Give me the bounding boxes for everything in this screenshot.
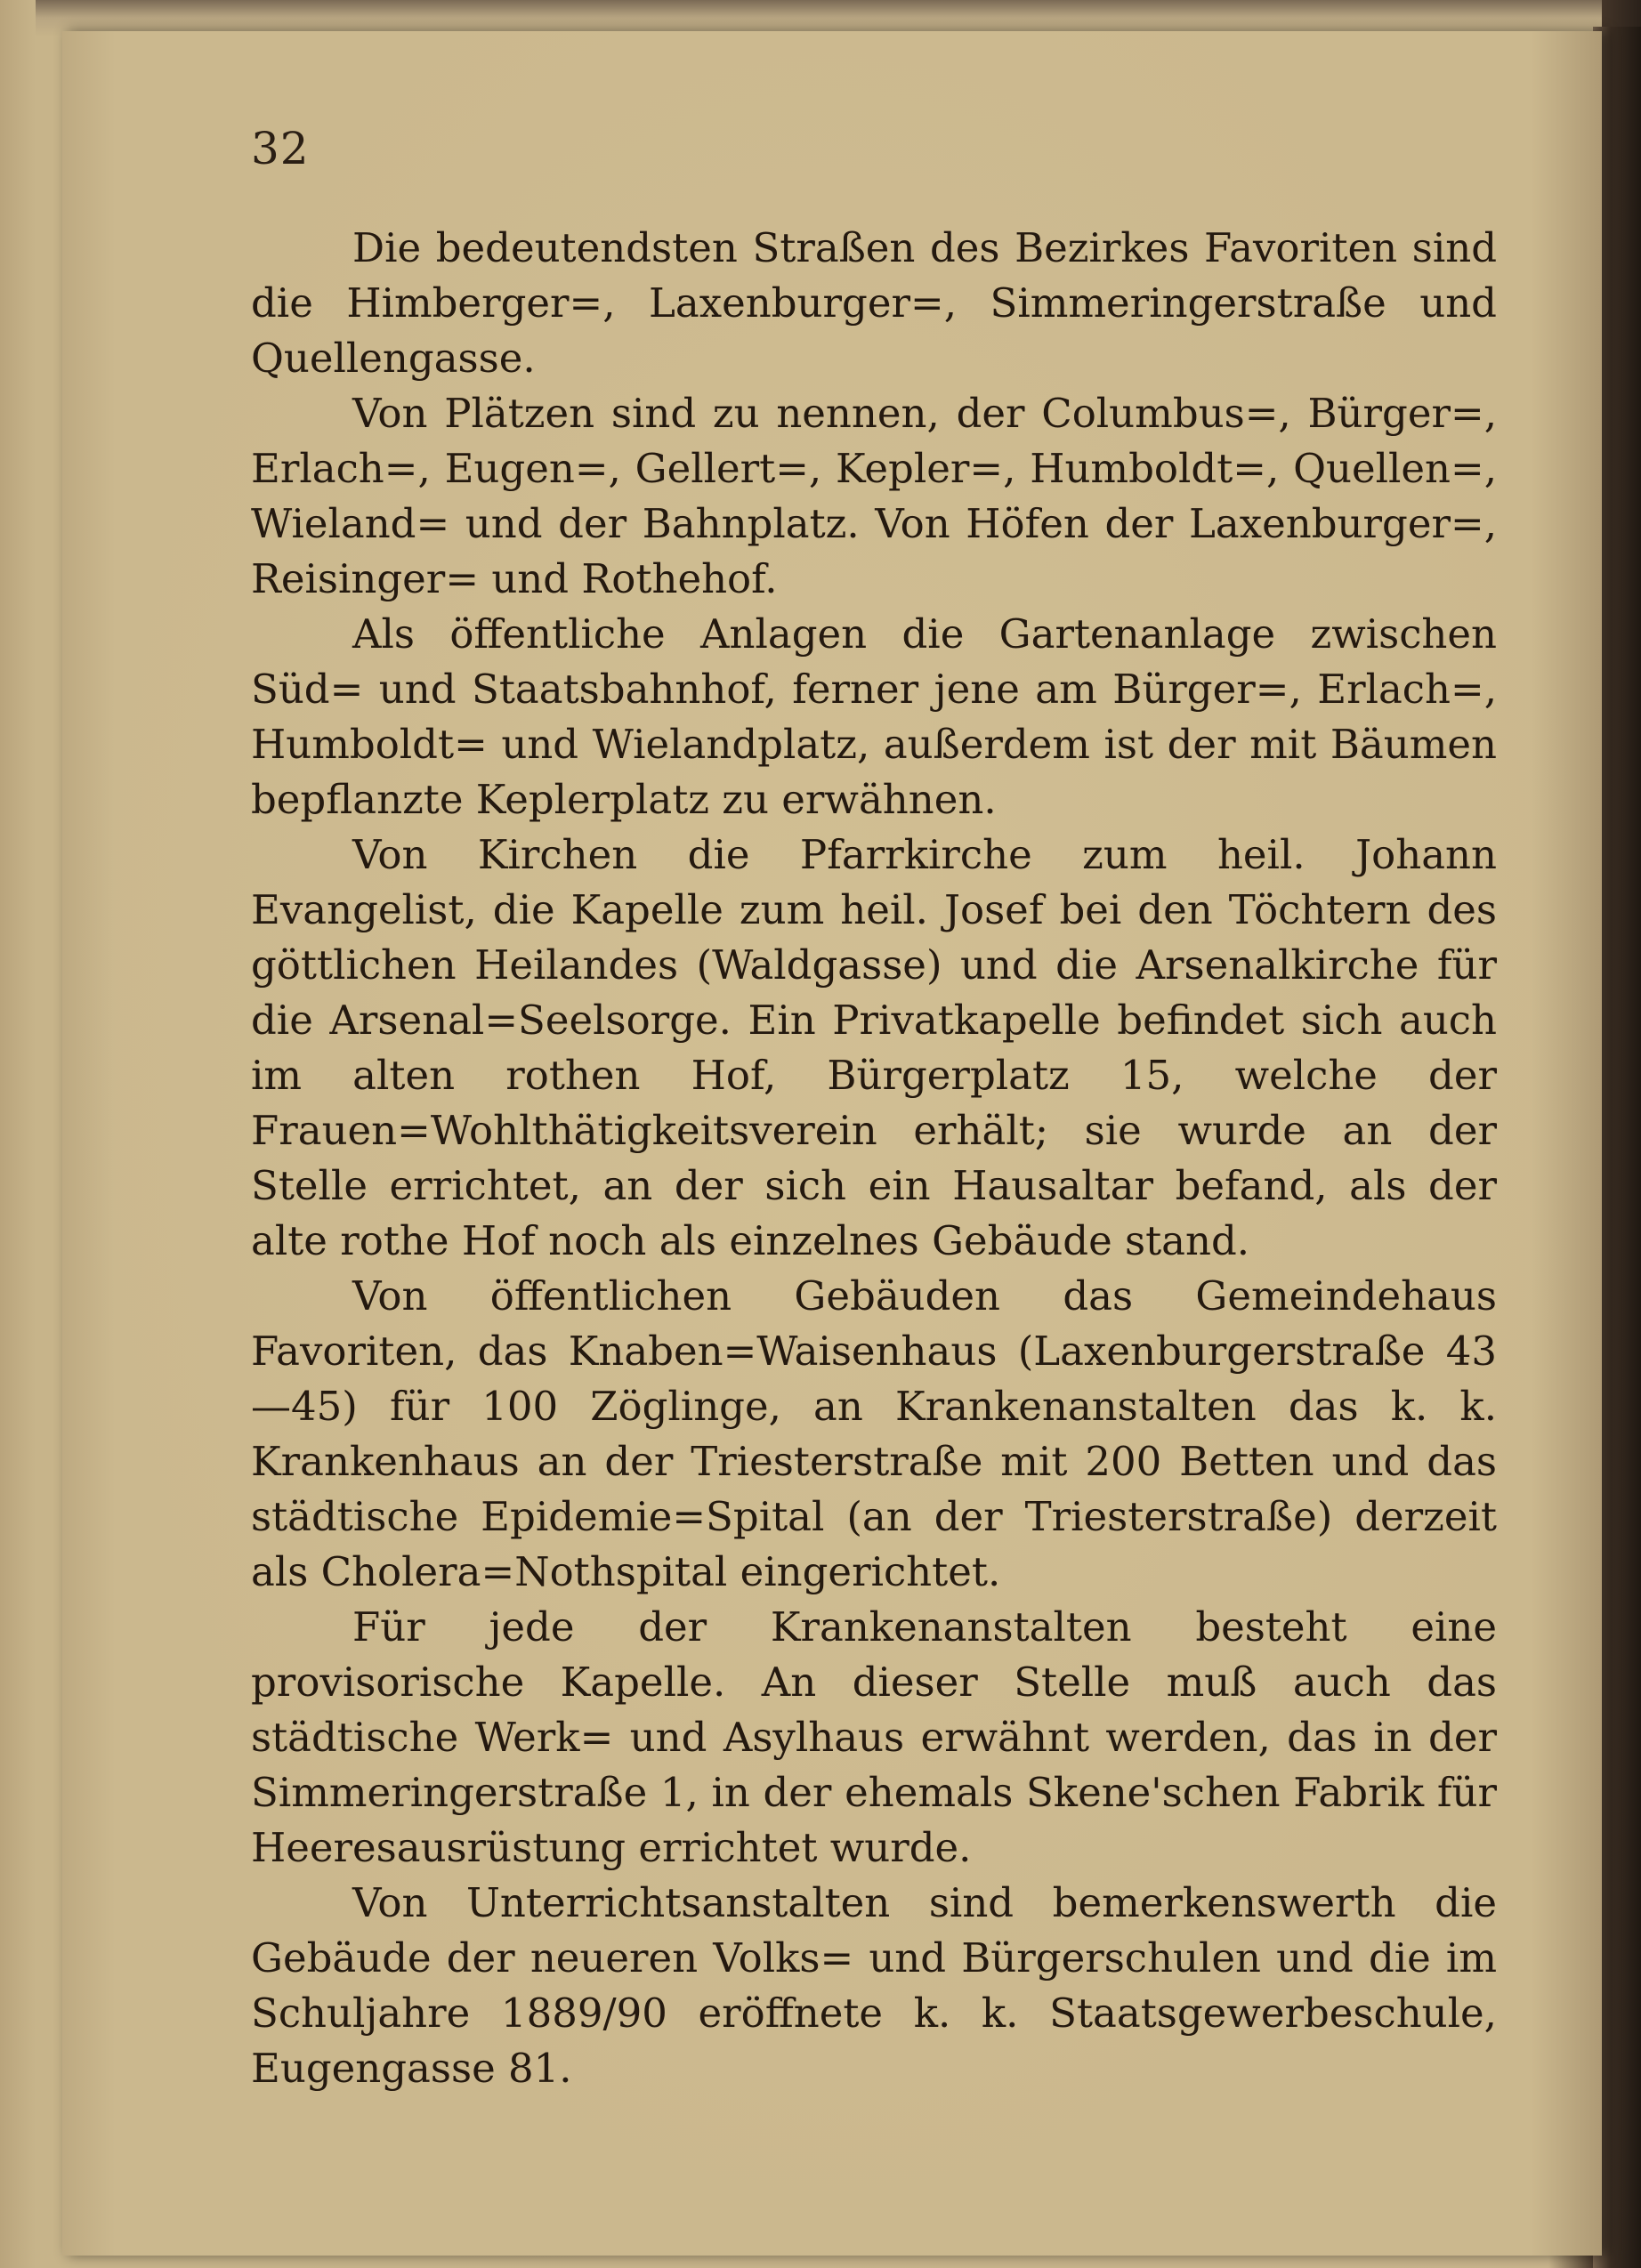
paragraph-streets: Die bedeutendsten Straßen des Bezirkes Favoriten sind die Himberger=, Laxenburger=, Simmeringerstraße und Quellengasse. bbox=[251, 224, 1497, 382]
underlying-page-edge bbox=[36, 0, 1602, 36]
page-number: 32 bbox=[251, 123, 310, 174]
paragraph-public-gardens: Als öffentliche Anlagen die Gartenanlage zwischen Süd= und Staatsbahnhof, ferner jene am Bürger=, Erlach=, Humboldt= und Wielandplatz, außerdem ist der mit Bäumen bepflanzte Keplerplatz zu erwähnen. bbox=[251, 610, 1497, 823]
paragraph-squares: Von Plätzen sind zu nennen, der Columbus=, Bürger=, Erlach=, Eugen=, Gellert=, Kepler=, Humboldt=, Quellen=, Wieland= und der Bahnplatz. Von Höfen der Laxenburger=, Reisinger= und Rothehof. bbox=[251, 390, 1497, 602]
paragraph-churches: Von Kirchen die Pfarrkirche zum heil. Johann Evangelist, die Kapelle zum heil. Josef bei den Töchtern des göttlichen Heilandes (Waldgasse) und die Arsenalkirche für die Arsenal=Seelsorge. Ein Privatkapelle befindet sich auch im alten rothen Hof, Bürgerplatz 15, welche der Frauen=Wohlthätigkeitsverein erhält; sie wurde an der Stelle errichtet, an der sich ein Hausaltar befand, als der alte rothe Hof noch als einzelnes Gebäude stand. bbox=[251, 831, 1497, 1264]
paragraph-schools: Von Unterrichtsanstalten sind bemerkenswerth die Gebäude der neueren Volks= und Bürgerschulen und die im Schuljahre 1889/90 eröffnete k. k. Staatsgewerbeschule, Eugengasse 81. bbox=[251, 1879, 1497, 2092]
paragraph-chapels: Für jede der Krankenanstalten besteht eine provisorische Kapelle. An dieser Stelle muß auch das städtische Werk= und Asylhaus erwähnt werden, das in der Simmeringerstraße 1, in der ehemals Skene'schen Fabrik für Heeresausrüstung errichtet wurde. bbox=[251, 1603, 1497, 1871]
paragraph-public-buildings: Von öffentlichen Gebäuden das Gemeindehaus Favoriten, das Knaben=Waisenhaus (Laxenburgerstraße 43—45) für 100 Zöglinge, an Krankenanstalten das k. k. Krankenhaus an der Triesterstraße mit 200 Betten und das städtische Epidemie=Spital (an der Triesterstraße) derzeit als Cholera=Nothspital eingerichtet. bbox=[251, 1272, 1497, 1595]
page-body-text bbox=[251, 221, 1497, 2096]
